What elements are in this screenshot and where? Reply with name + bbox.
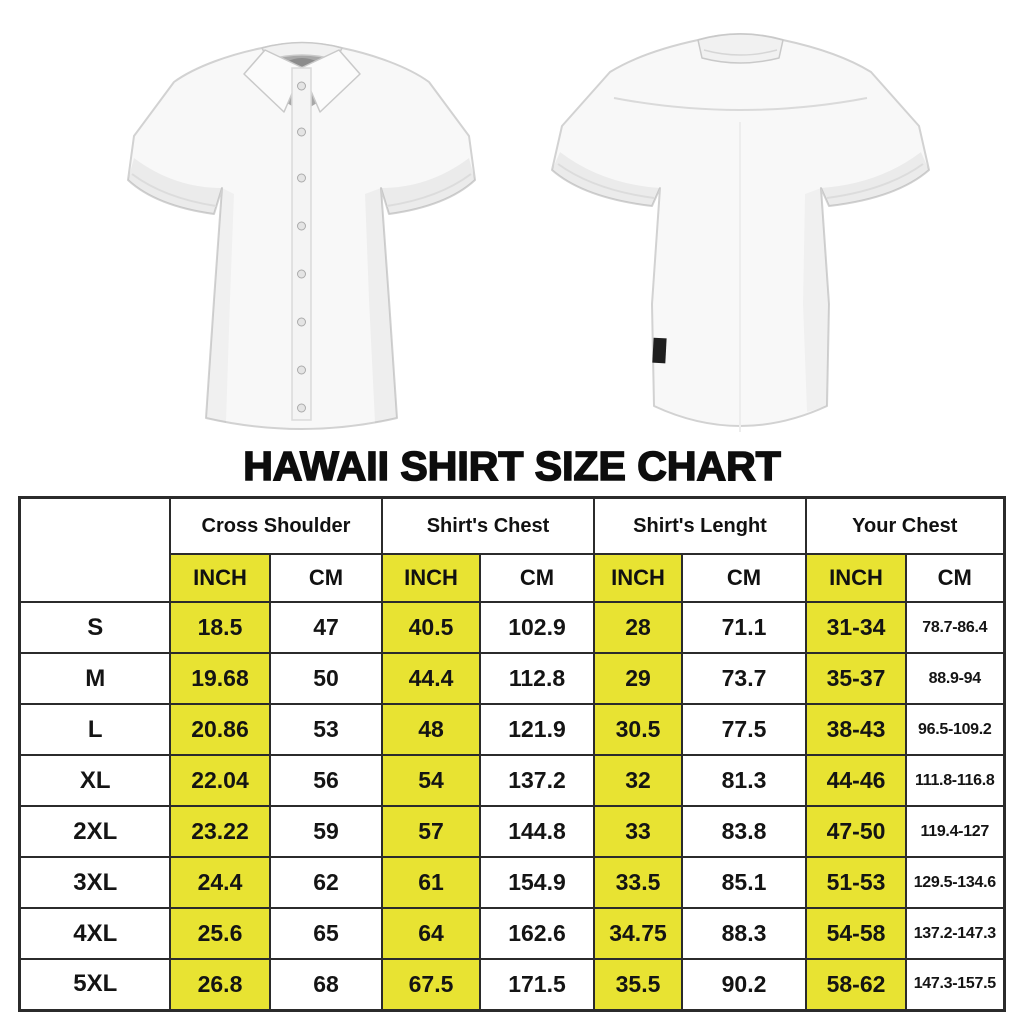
value-cell-cm: 65 (270, 908, 382, 959)
value-cell-cm: 85.1 (682, 857, 806, 908)
value-cell-cm: 137.2 (480, 755, 594, 806)
row-label: 5XL (20, 959, 170, 1010)
row-label: L (20, 704, 170, 755)
column-group-shirts-length: Shirt's Lenght (594, 498, 806, 555)
page-title: HAWAII SHIRT SIZE CHART (243, 443, 781, 489)
shirt-back-image (550, 8, 932, 446)
value-cell-inch: 38-43 (806, 704, 906, 755)
value-cell-cm: 154.9 (480, 857, 594, 908)
value-cell-cm: 137.2-147.3 (906, 908, 1004, 959)
shirt-photos (0, 0, 1024, 446)
table-row-5xl (20, 959, 1004, 1010)
value-cell-inch: 35.5 (594, 959, 682, 1010)
table-row-3xl (20, 857, 1004, 908)
value-cell-cm: 78.7-86.4 (906, 602, 1004, 653)
table-row-2xl (20, 806, 1004, 857)
value-cell-cm: 73.7 (682, 653, 806, 704)
value-cell-cm: 68 (270, 959, 382, 1010)
value-cell-inch: 58-62 (806, 959, 906, 1010)
value-cell-inch: 64 (382, 908, 480, 959)
unit-header-cm: CM (906, 554, 1004, 602)
value-cell-cm: 90.2 (682, 959, 806, 1010)
value-cell-inch: 22.04 (170, 755, 270, 806)
unit-header-inch: INCH (382, 554, 480, 602)
value-cell-cm: 162.6 (480, 908, 594, 959)
value-cell-inch: 35-37 (806, 653, 906, 704)
value-cell-inch: 44.4 (382, 653, 480, 704)
column-group-cross-shoulder: Cross Shoulder (170, 498, 382, 555)
unit-header-cm: CM (480, 554, 594, 602)
value-cell-cm: 171.5 (480, 959, 594, 1010)
shirt-front-image (126, 8, 478, 444)
value-cell-cm: 111.8-116.8 (906, 755, 1004, 806)
value-cell-inch: 51-53 (806, 857, 906, 908)
value-cell-cm: 88.9-94 (906, 653, 1004, 704)
value-cell-cm: 121.9 (480, 704, 594, 755)
value-cell-inch: 34.75 (594, 908, 682, 959)
value-cell-cm: 47 (270, 602, 382, 653)
table-row-xl (20, 755, 1004, 806)
value-cell-inch: 30.5 (594, 704, 682, 755)
value-cell-inch: 33.5 (594, 857, 682, 908)
value-cell-inch: 67.5 (382, 959, 480, 1010)
value-cell-inch: 19.68 (170, 653, 270, 704)
table-row-4xl (20, 908, 1004, 959)
value-cell-inch: 61 (382, 857, 480, 908)
value-cell-inch: 33 (594, 806, 682, 857)
table-row-l (20, 704, 1004, 755)
value-cell-cm: 77.5 (682, 704, 806, 755)
value-cell-cm: 112.8 (480, 653, 594, 704)
value-cell-inch: 28 (594, 602, 682, 653)
value-cell-inch: 26.8 (170, 959, 270, 1010)
value-cell-inch: 40.5 (382, 602, 480, 653)
row-label: M (20, 653, 170, 704)
value-cell-inch: 31-34 (806, 602, 906, 653)
shirt-tag (652, 338, 666, 364)
row-label: S (20, 602, 170, 653)
value-cell-inch: 44-46 (806, 755, 906, 806)
value-cell-inch: 48 (382, 704, 480, 755)
row-label: XL (20, 755, 170, 806)
value-cell-inch: 57 (382, 806, 480, 857)
value-cell-cm: 96.5-109.2 (906, 704, 1004, 755)
value-cell-cm: 102.9 (480, 602, 594, 653)
value-cell-inch: 23.22 (170, 806, 270, 857)
unit-header-cm: CM (270, 554, 382, 602)
unit-header-inch: INCH (170, 554, 270, 602)
table-row-s (20, 602, 1004, 653)
value-cell-inch: 54-58 (806, 908, 906, 959)
column-group-your-chest: Your Chest (806, 498, 1004, 555)
row-label: 2XL (20, 806, 170, 857)
value-cell-inch: 54 (382, 755, 480, 806)
value-cell-cm: 62 (270, 857, 382, 908)
value-cell-inch: 32 (594, 755, 682, 806)
unit-header-inch: INCH (806, 554, 906, 602)
value-cell-cm: 56 (270, 755, 382, 806)
value-cell-inch: 25.6 (170, 908, 270, 959)
value-cell-cm: 59 (270, 806, 382, 857)
value-cell-cm: 129.5-134.6 (906, 857, 1004, 908)
value-cell-cm: 50 (270, 653, 382, 704)
value-cell-inch: 18.5 (170, 602, 270, 653)
size-chart-table (18, 496, 1005, 1012)
value-cell-inch: 24.4 (170, 857, 270, 908)
value-cell-inch: 47-50 (806, 806, 906, 857)
unit-header-cm: CM (682, 554, 806, 602)
value-cell-cm: 83.8 (682, 806, 806, 857)
table-row-m (20, 653, 1004, 704)
value-cell-inch: 20.86 (170, 704, 270, 755)
value-cell-cm: 81.3 (682, 755, 806, 806)
value-cell-inch: 29 (594, 653, 682, 704)
row-label: 3XL (20, 857, 170, 908)
corner-cell (20, 498, 170, 603)
value-cell-cm: 144.8 (480, 806, 594, 857)
value-cell-cm: 88.3 (682, 908, 806, 959)
value-cell-cm: 147.3-157.5 (906, 959, 1004, 1010)
row-label: 4XL (20, 908, 170, 959)
value-cell-cm: 71.1 (682, 602, 806, 653)
value-cell-cm: 119.4-127 (906, 806, 1004, 857)
unit-header-inch: INCH (594, 554, 682, 602)
column-group-shirts-chest: Shirt's Chest (382, 498, 594, 555)
value-cell-cm: 53 (270, 704, 382, 755)
